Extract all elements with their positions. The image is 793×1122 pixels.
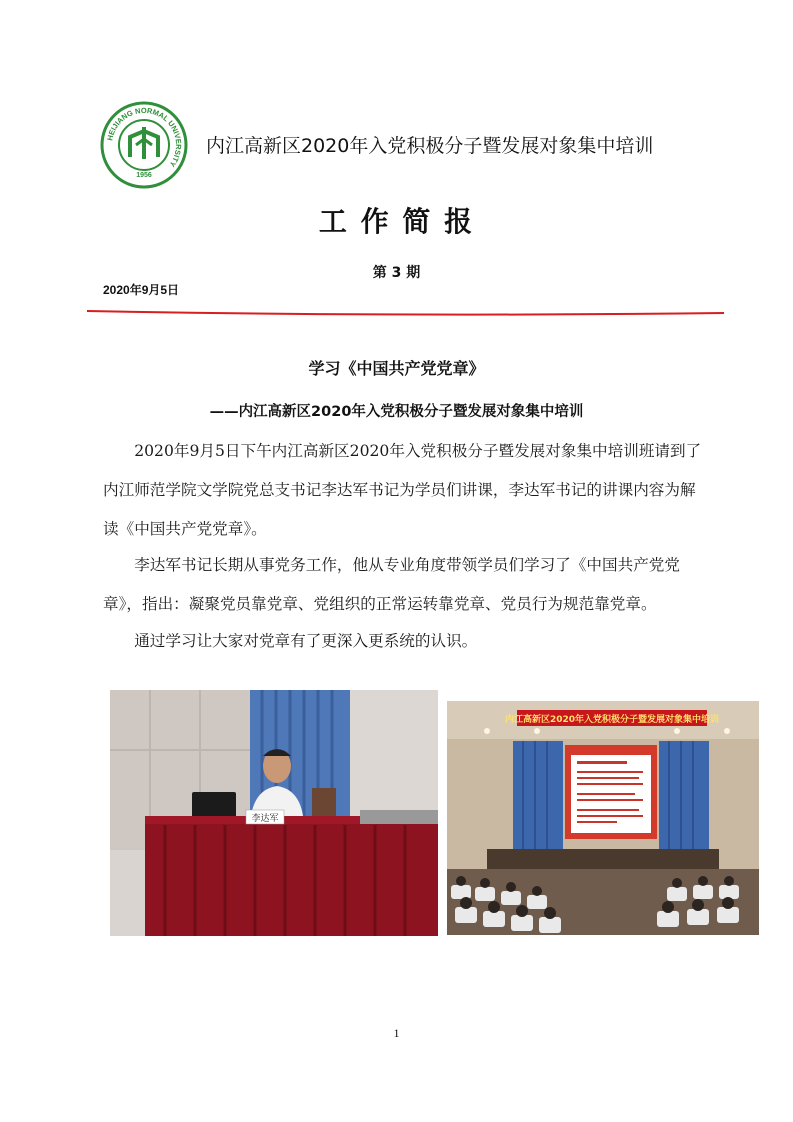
svg-text:李达军: 李达军 [251, 814, 279, 824]
svg-text:1956: 1956 [136, 172, 152, 179]
paragraph-line: 读《中国共产党党章》。 [103, 520, 267, 538]
issue-number: 第 3 期 [372, 265, 421, 281]
brief-title: 工 作 简 报 [318, 205, 475, 238]
university-seal-logo [100, 101, 188, 189]
svg-text:内江高新区2020年入党积极分子暨发展对象集中培训: 内江高新区2020年入党积极分子暨发展对象集中培训 [504, 715, 720, 725]
university-seal-icon [100, 101, 188, 189]
page-number: 1 [393, 1026, 400, 1040]
header-title: 内江高新区2020年入党积极分子暨发展对象集中培训 [206, 135, 654, 157]
paragraph-line: 李达军书记长期从事党务工作，他从专业角度带领学员们学习了《中国共产党党 [103, 556, 680, 574]
red-divider [87, 305, 724, 319]
article-subtitle: ——内江高新区2020年入党积极分子暨发展对象集中培训 [209, 404, 584, 420]
svg-text:HEIJIANG NORMAL UNIVERSITY: HEIJIANG NORMAL UNIVERSITY [105, 105, 184, 169]
article-paragraph-3 [103, 622, 693, 661]
paragraph-line: 章》，指出：凝聚党员靠党章、党组织的正常运转靠党章、党员行为规范靠党章。 [103, 595, 657, 613]
article-paragraph-2 [103, 546, 693, 624]
paragraph-line: 内江师范学院文学院党总支书记李达军书记为学员们讲课，李达军书记的讲课内容为解 [103, 481, 696, 499]
article-paragraph-1 [103, 432, 702, 549]
article-title: 学习《中国共产党党章》 [308, 359, 485, 378]
paragraph-line: 2020年9月5日下午内江高新区2020年入党积极分子暨发展对象集中培训班请到了 [103, 442, 702, 460]
paragraph-line: 通过学习让大家对党章有了更深入更系统的认识。 [103, 632, 478, 650]
issue-date: 2020年9月5日 [103, 283, 180, 297]
lecture-photo [110, 690, 438, 936]
auditorium-photo [447, 701, 759, 935]
